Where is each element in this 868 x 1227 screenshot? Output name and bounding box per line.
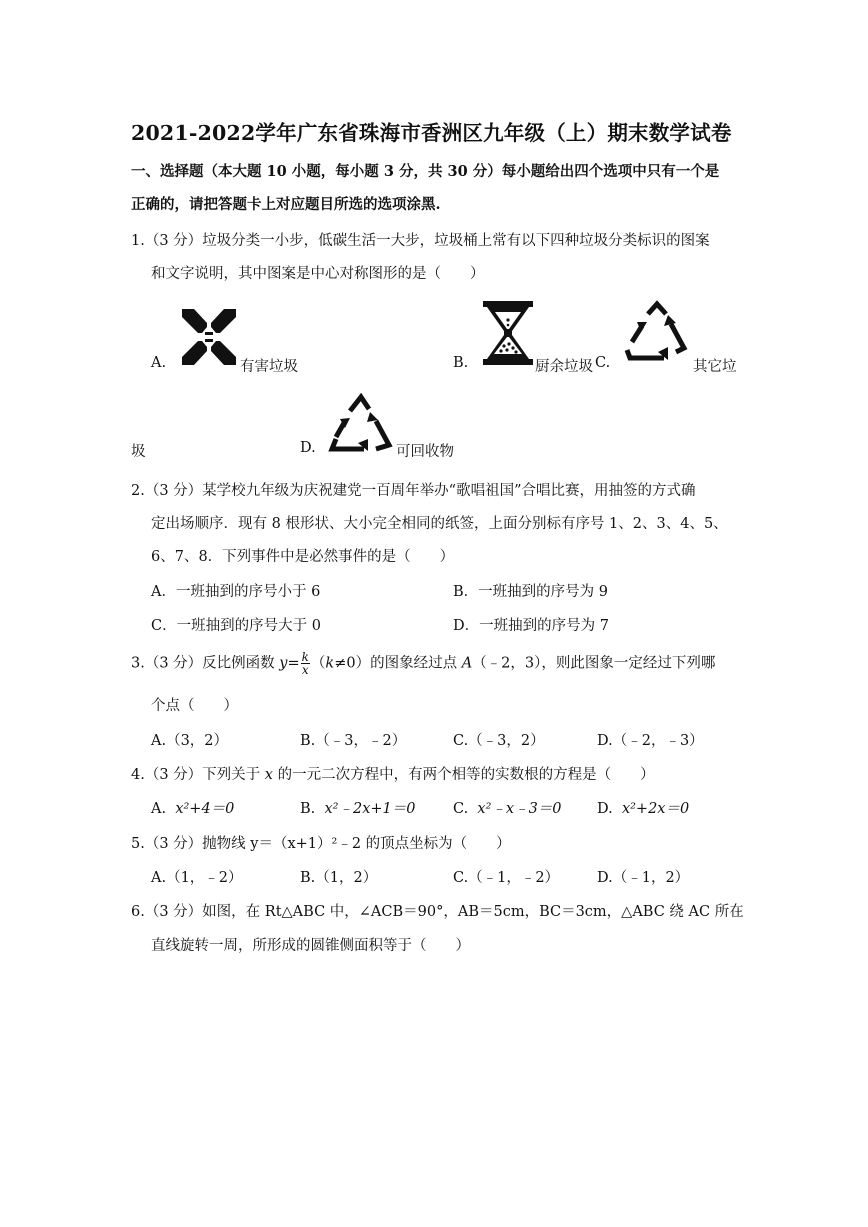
- q3-fraction: [301, 651, 310, 676]
- q4-option-a-letter: A.: [151, 801, 167, 817]
- q1-stem-line1: 1.（3 分）垃圾分类一小步，低碳生活一大步，垃圾桶上常有以下四种垃圾分类标识的图案: [131, 233, 710, 249]
- q4-option-b-equation: x²﹣2x+1＝0: [324, 801, 416, 817]
- q1-option-c-letter: C.: [595, 355, 611, 371]
- q4-option-c-letter: C.: [453, 801, 469, 817]
- q2-option-a: A．一班抽到的序号小于 6: [151, 584, 321, 600]
- q4-var-x: x: [264, 767, 273, 783]
- q1-option-b-letter: B.: [453, 355, 469, 371]
- recyclable-icon: [328, 393, 394, 455]
- q3-stem-line1: [131, 651, 715, 676]
- q3-prefix: 3.（3 分）反比例函数: [131, 655, 280, 672]
- q3-option-d: D.（﹣2，﹣3）: [597, 733, 704, 749]
- q2-stem-line3: 6、7、8．下列事件中是必然事件的是（ ）: [151, 549, 455, 565]
- q3-option-a: A.（3，2）: [151, 733, 229, 749]
- page-title: 2021-2022学年广东省珠海市香洲区九年级（上）期末数学试卷: [131, 121, 732, 145]
- section-heading-line1: 一、选择题（本大题 10 小题，每小题 3 分，共 30 分）每小题给出四个选项中只有一个是: [131, 163, 720, 180]
- q3-fraction-denominator: x: [301, 663, 309, 677]
- q3-equals: =: [287, 655, 300, 672]
- q5-option-d: D.（﹣1，2）: [597, 870, 690, 886]
- q4-option-c-equation: x²﹣x﹣3＝0: [477, 801, 562, 817]
- q1-option-c-text: 其它垃: [693, 359, 737, 375]
- q3-option-b: B.（﹣3，﹣2）: [300, 733, 407, 749]
- section-heading-line2: 正确的，请把答题卡上对应题目所选的选项涂黑.: [131, 196, 441, 213]
- q1-option-a-text: 有害垃圾: [240, 359, 298, 375]
- q3-cond-rest: ≠0）的图象经过点: [334, 655, 462, 672]
- q5-option-c: C.（﹣1，﹣2）: [453, 870, 560, 886]
- q2-stem-line2: 定出场顺序．现有 8 根形状、大小完全相同的纸签，上面分别标有序号 1、2、3、4、5、: [151, 516, 728, 532]
- q1-option-d-text: 可回收物: [396, 444, 454, 460]
- q6-stem-line2: 直线旋转一周，所形成的圆锥侧面积等于（ ）: [151, 938, 470, 954]
- q4-option-d-letter: D.: [597, 801, 613, 817]
- q3-cond-open: （: [310, 655, 326, 672]
- q3-var-k: k: [325, 655, 335, 672]
- q1-stem-line2: 和文字说明，其中图案是中心对称图形的是（ ）: [151, 266, 485, 282]
- q4-option-c: [453, 797, 562, 818]
- hazardous-waste-icon: [180, 307, 238, 367]
- other-waste-icon: [624, 300, 690, 364]
- q2-option-b: B．一班抽到的序号为 9: [453, 584, 608, 600]
- q5-stem-line1: 5.（3 分）抛物线 y＝（x+1）²﹣2 的顶点坐标为（ ）: [131, 836, 511, 852]
- q1-option-b-text: 厨余垃圾: [535, 359, 593, 375]
- q5-option-a: A.（1，﹣2）: [151, 870, 243, 886]
- q4-option-a-equation: x²+4＝0: [175, 801, 235, 817]
- q4-option-b: [300, 797, 415, 818]
- q4-option-b-letter: B.: [300, 801, 316, 817]
- q1-option-c-text-continued: 圾: [131, 444, 146, 460]
- q1-option-a-letter: A.: [151, 355, 167, 371]
- q4-stem-line1: [131, 763, 655, 784]
- q2-stem-line1: 2.（3 分）某学校九年级为庆祝建党一百周年举办“歌唱祖国”合唱比赛，用抽签的方式确: [131, 483, 696, 499]
- q3-point-a: A: [461, 655, 473, 672]
- q4-option-a: [151, 797, 234, 818]
- q4-stem-end: 的一元二次方程中，有两个相等的实数根的方程是（ ）: [272, 767, 655, 783]
- q6-stem-line1: 6.（3 分）如图，在 Rt△ABC 中，∠ACB＝90°，AB＝5cm，BC＝3cm，△ABC 绕 AC 所在: [131, 904, 744, 920]
- kitchen-waste-icon: [482, 300, 534, 366]
- q1-option-d-letter: D.: [300, 440, 316, 456]
- q2-option-c: C．一班抽到的序号大于 0: [151, 618, 321, 634]
- q3-var-y: y: [279, 655, 288, 672]
- q3-option-c: C.（﹣3，2）: [453, 733, 545, 749]
- q4-option-d-equation: x²+2x＝0: [621, 801, 690, 817]
- q3-rest: （﹣2，3），则此图象一定经过下列哪: [472, 655, 716, 672]
- q2-option-d: D．一班抽到的序号为 7: [453, 618, 609, 634]
- q3-fraction-numerator: k: [301, 650, 309, 664]
- q4-stem-start: 4.（3 分）下列关于: [131, 767, 265, 783]
- q5-option-b: B.（1，2）: [300, 870, 378, 886]
- q4-option-d: [597, 797, 689, 818]
- q3-stem-line2: 个点（ ）: [151, 698, 238, 714]
